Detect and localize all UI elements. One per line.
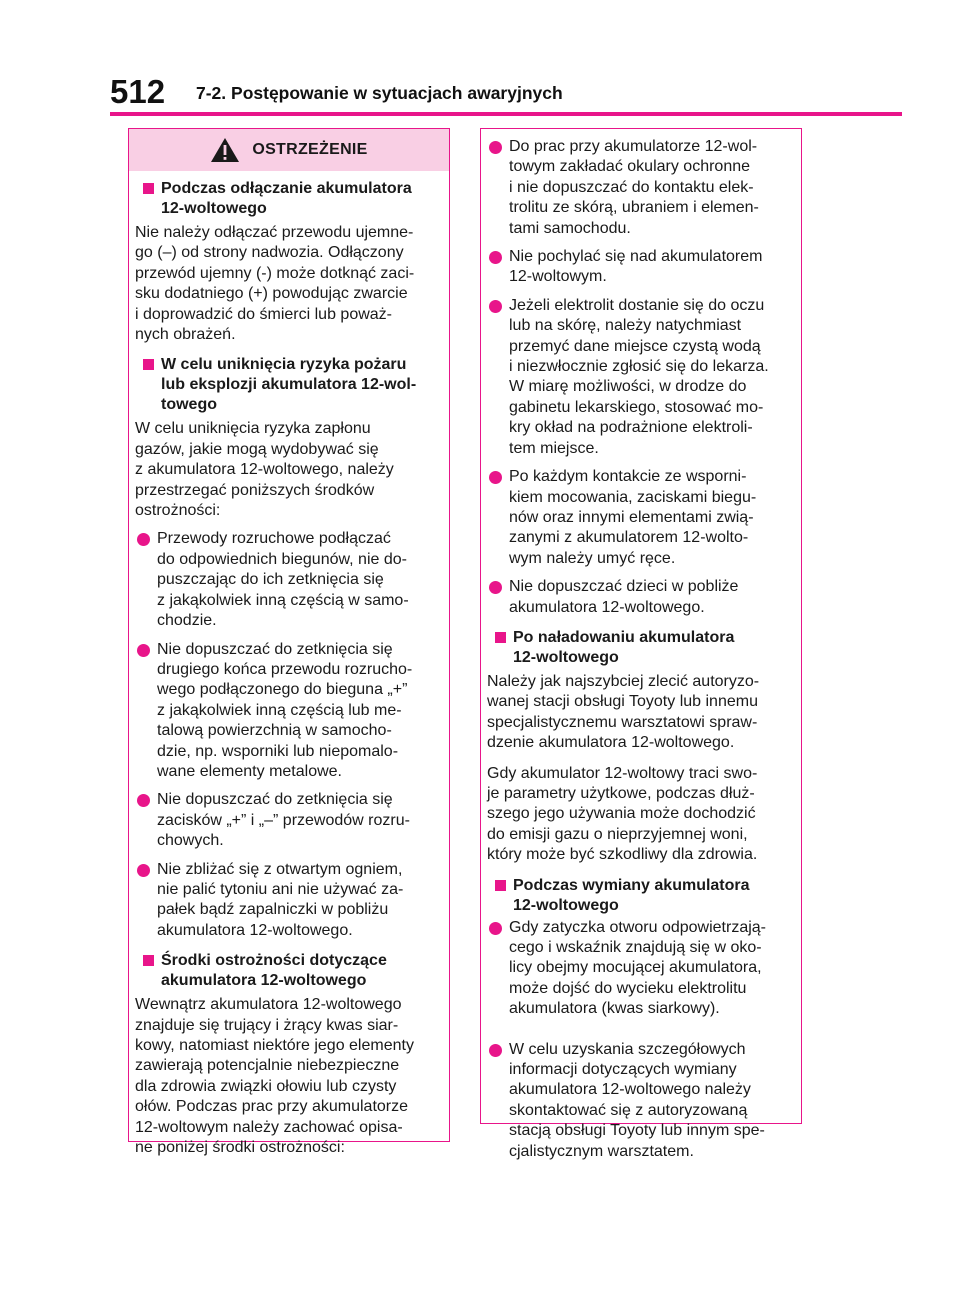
text-line: talową powierzchnią w samocho- — [157, 722, 392, 740]
text-line: puszczając do ich zetknięcia się — [157, 571, 384, 589]
text-line: Przewody rozruchowe podłączać — [157, 530, 391, 548]
text-line: Do prac przy akumulatorze 12-wol- — [509, 138, 758, 155]
heading-line: Środki ostrożności dotyczące — [161, 952, 387, 970]
text-line: trolitu ze skórą, ubraniem i elemen- — [509, 199, 759, 217]
text-line: Nie pochylać się nad akumulatorem — [509, 248, 763, 266]
heading-line: Po naładowaniu akumulatora — [513, 628, 735, 646]
paragraph-gas-emission — [487, 764, 793, 866]
text-line: Gdy zatyczka otworu odpowietrzają- — [509, 918, 766, 936]
text-line: dzie, np. wsporniki lub niepomalo- — [157, 742, 399, 760]
text-line: kry okład na podrażnione elektroli- — [509, 419, 753, 437]
text-line: dla zdrowia związki ołowiu lub czysty — [135, 1077, 397, 1095]
text-line: nie palić tytoniu ani nie używać za- — [157, 880, 404, 898]
text-line: sku dodatniego (+) powodując zwarcie — [135, 285, 408, 303]
text-line: go (–) od strony nadwozia. Odłączony — [135, 244, 404, 262]
text-line: chodzie. — [157, 612, 217, 630]
text-line: cego i wskaźnik znajdują się w oko- — [509, 939, 762, 956]
list-item — [487, 247, 793, 288]
text-line: akumulatora 12-woltowego należy — [509, 1081, 751, 1099]
text-line: tami samochodu. — [509, 219, 631, 237]
warning-box-right — [480, 128, 802, 1160]
heading-line: W celu uniknięcia ryzyka pożaru — [161, 356, 407, 374]
paragraph-precautions — [135, 995, 441, 1158]
list-item — [135, 790, 441, 851]
text-line: z akumulatora 12-woltowego, należy — [135, 461, 394, 479]
bullet-dot-icon — [137, 794, 150, 807]
bullet-dot-icon — [489, 141, 502, 154]
text-line: ostrożności: — [135, 502, 221, 520]
text-line: akumulatora (kwas siarkowy). — [509, 1000, 720, 1018]
text-line: i doprowadzić do śmierci lub poważ- — [135, 305, 392, 323]
heading-line: 12-woltowego — [513, 648, 619, 666]
text-line: chowych. — [157, 832, 224, 850]
text-line: Należy jak najszybciej zlecić autoryzo- — [487, 672, 760, 690]
warning-header — [129, 129, 449, 171]
text-line: przemyć dane miejsce czystą wodą — [509, 337, 761, 355]
text-line: do odpowiednich biegunów, nie do- — [157, 550, 407, 568]
text-line: licy obejmy mocującej akumulatora, — [509, 959, 762, 977]
bullet-dot-icon — [137, 533, 150, 546]
heading-line: lub eksplozji akumulatora 12-wol- — [161, 376, 417, 394]
text-line: Nie zbliżać się z otwartym ogniem, — [157, 860, 403, 878]
list-item — [487, 137, 793, 239]
bullet-dot-icon — [137, 864, 150, 877]
text-line: dzenie akumulatora 12-woltowego. — [487, 734, 735, 752]
heading-fire-risk — [143, 355, 441, 415]
text-line: Wewnątrz akumulatora 12-woltowego — [135, 996, 402, 1014]
text-line: i niezwłocznie zgłosić się do lekarza. — [509, 358, 769, 376]
text-line: zacisków „+” i „–” przewodów rozru- — [157, 811, 410, 829]
warning-box-left — [128, 128, 450, 1157]
text-line: Po każdym kontakcie ze wsporni- — [509, 468, 747, 486]
text-line: Nie dopuszczać dzieci w pobliże — [509, 578, 739, 596]
bullet-dot-icon — [489, 922, 502, 935]
text-line: wego podłączonego do bieguna „+” — [157, 681, 408, 699]
text-line: ne poniżej środki ostrożności: — [135, 1139, 345, 1157]
heading-replacement — [495, 876, 793, 916]
list-item — [487, 918, 793, 1020]
list-item — [487, 1040, 793, 1162]
bullet-dot-icon — [489, 471, 502, 484]
heading-line: 12-woltowego — [161, 200, 267, 217]
text-line: wanej stacji obsługi Toyoty lub innemu — [487, 693, 758, 711]
text-line: W celu uniknięcia ryzyka zapłonu — [135, 420, 371, 438]
square-marker-icon — [143, 183, 154, 194]
list-item — [135, 860, 441, 942]
text-line: ołów. Podczas prac przy akumulatorze — [135, 1098, 409, 1116]
bullet-dot-icon — [489, 581, 502, 594]
text-line: W celu uzyskania szczegółowych — [509, 1040, 746, 1058]
text-line: znajduje się trujący i żrący kwas siar- — [135, 1016, 399, 1034]
bullet-dot-icon — [137, 644, 150, 657]
text-line: skontaktować się z autoryzowaną — [509, 1101, 748, 1119]
text-line: z jakąkolwiek inną częścią lub me- — [157, 701, 402, 719]
heading-precautions — [143, 951, 441, 991]
text-line: nych obrażeń. — [135, 326, 236, 344]
square-marker-icon — [143, 359, 154, 370]
square-marker-icon — [495, 880, 506, 891]
text-line: gazów, jakie mogą wydobywać się — [135, 440, 379, 458]
text-line: zawierają potencjalnie niebezpieczne — [135, 1057, 400, 1075]
text-line: 12-woltowym. — [509, 268, 607, 286]
paragraph-disconnect — [135, 223, 441, 345]
heading-line: Podczas wymiany akumulatora — [513, 876, 750, 894]
heading-line: akumulatora 12-woltowego — [161, 972, 367, 990]
text-line: szego jego używania może dochodzić — [487, 805, 756, 823]
bullet-dot-icon — [489, 251, 502, 264]
text-line: przewód ujemny (-) może dotknąć zaci- — [135, 264, 415, 282]
text-line: gabinetu lekarskiego, stosować mo- — [509, 398, 764, 416]
heading-disconnect — [143, 179, 441, 219]
text-line: nów oraz innymi elementami zwią- — [509, 508, 754, 526]
text-line: specjalistycznemu warsztatowi spraw- — [487, 713, 758, 731]
text-line: Gdy akumulator 12-woltowy traci swo- — [487, 764, 758, 782]
text-line: Nie należy odłączać przewodu ujemne- — [135, 224, 414, 241]
text-line: pałek bądź zapalniczki w pobliżu — [157, 901, 389, 919]
text-line: z jakąkolwiek inną częścią w samo- — [157, 591, 409, 609]
list-item — [487, 467, 793, 569]
bullet-dot-icon — [489, 300, 502, 313]
list-item — [135, 529, 441, 631]
heading-line: Podczas odłączanie akumulatora — [161, 180, 412, 197]
text-line: towym zakładać okulary ochronne — [509, 158, 751, 176]
text-line: Jeżeli elektrolit dostanie się do oczu — [509, 296, 765, 314]
text-line: informacji dotyczących wymiany — [509, 1061, 737, 1079]
text-line: przestrzegać poniższych środków — [135, 481, 375, 499]
text-line: drugiego końca przewodu rozrucho- — [157, 660, 413, 678]
text-line: wane elementy metalowe. — [157, 762, 342, 780]
text-line: cjalistycznym warsztatem. — [509, 1142, 694, 1160]
list-item — [487, 577, 793, 618]
text-line: lub na skórę, należy natychmiast — [509, 317, 742, 335]
heading-line: 12-woltowego — [513, 896, 619, 914]
warning-triangle-icon — [210, 137, 240, 163]
list-item — [135, 640, 441, 783]
paragraph-fire-risk — [135, 419, 441, 521]
header-rule — [110, 112, 902, 116]
text-line: do emisji gazu o nieprzyjemnej woni, — [487, 825, 748, 843]
text-line: Nie dopuszczać do zetknięcia się — [157, 640, 393, 658]
text-line: stacją obsługi Toyoty lub innym spe- — [509, 1122, 765, 1140]
text-line: zanymi z akumulatorem 12-wolto- — [509, 529, 749, 547]
square-marker-icon — [143, 955, 154, 966]
text-line: 12-woltowym należy zachować opisa- — [135, 1118, 403, 1136]
text-line: W miarę możliwości, w drodze do — [509, 378, 747, 396]
page-header — [0, 0, 960, 118]
text-line: tem miejsce. — [509, 439, 599, 457]
text-line: je parametry użytkowe, podczas dłuż- — [487, 784, 755, 802]
bullet-dot-icon — [489, 1044, 502, 1057]
text-line: akumulatora 12-woltowego. — [157, 921, 353, 939]
square-marker-icon — [495, 632, 506, 643]
text-line: kiem mocowania, zaciskami biegu- — [509, 488, 757, 506]
list-item — [487, 296, 793, 459]
heading-after-charging — [495, 628, 793, 668]
text-line: może dojść do wycieku elektrolitu — [509, 979, 747, 997]
section-title: 7-2. Postępowanie w sytuacjach awaryjnych — [196, 83, 563, 103]
paragraph-after-charging — [487, 672, 793, 754]
text-line: wym należy umyć ręce. — [509, 549, 676, 567]
text-line: akumulatora 12-woltowego. — [509, 598, 705, 616]
heading-line: towego — [161, 396, 217, 414]
text-line: Nie dopuszczać do zetknięcia się — [157, 791, 393, 809]
text-line: który może być szkodliwy dla zdrowia. — [487, 846, 758, 864]
page-number: 512 — [110, 73, 166, 110]
warning-title: OSTRZEŻENIE — [252, 141, 368, 158]
text-line: i nie dopuszczać do kontaktu elek- — [509, 178, 754, 196]
text-line: kowy, natomiast niektóre jego elementy — [135, 1037, 414, 1054]
